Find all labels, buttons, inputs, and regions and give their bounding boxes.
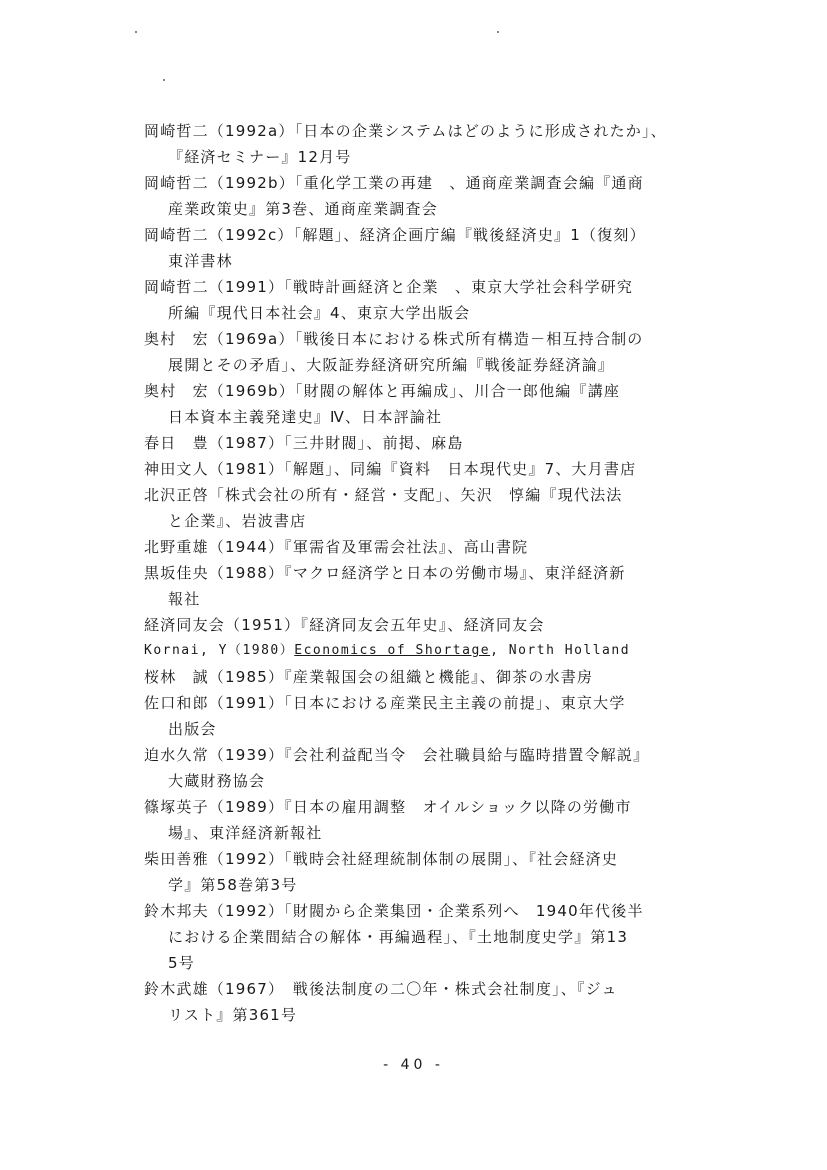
reference-continuation-line: と企業』、岩波書店 bbox=[168, 512, 307, 530]
reference-entry bbox=[144, 456, 704, 482]
scan-speck bbox=[135, 31, 137, 33]
reference-line: 経済同友会（1951）『経済同友会五年史』、経済同友会 bbox=[144, 616, 545, 634]
reference-continuation-line: 東洋書林 bbox=[168, 252, 233, 270]
reference-entry bbox=[144, 274, 704, 326]
reference-continuation-line: 日本資本主義発達史』Ⅳ、日本評論社 bbox=[168, 408, 443, 426]
reference-entry bbox=[144, 378, 704, 430]
reference-line: 篠塚英子（1989）『日本の雇用調整 オイルショック以降の労働市 bbox=[144, 798, 632, 816]
reference-line: Kornai, Y（1980）Economics of Shortage, North Holland bbox=[144, 643, 631, 658]
reference-line: 春日 豊（1987）「三井財閥」、前掲、麻島 bbox=[144, 434, 464, 452]
reference-line: 柴田善雅（1992）「戦時会社経理統制体制の展開」、『社会経済史 bbox=[144, 850, 619, 868]
reference-continuation-line: 出版会 bbox=[168, 720, 217, 738]
page-number: - 40 - bbox=[383, 1057, 444, 1073]
reference-continuation-line: における企業間結合の解体・再編過程」、『土地制度史学』第13 bbox=[168, 928, 629, 946]
reference-line: 奥村 宏（1969b）「財閥の解体と再編成」、川合一郎他編『講座 bbox=[144, 382, 621, 400]
reference-line: 桜林 誠（1985）『産業報国会の組織と機能』、御茶の水書房 bbox=[144, 668, 594, 686]
reference-continuation-line: 5号 bbox=[168, 954, 195, 972]
reference-continuation-line: リスト』第361号 bbox=[168, 1006, 298, 1024]
reference-continuation-line: 『経済セミナー』12月号 bbox=[168, 148, 352, 166]
reference-continuation-line: 学』第58巻第3号 bbox=[168, 876, 298, 894]
reference-entry bbox=[144, 430, 704, 456]
book-title: Economics of Shortage bbox=[294, 643, 491, 658]
reference-entry bbox=[144, 326, 704, 378]
reference-entry bbox=[144, 560, 704, 612]
reference-entry bbox=[144, 976, 704, 1028]
reference-entry bbox=[144, 534, 704, 560]
reference-line: 鈴木邦夫（1992）「財閥から企業集団・企業系列へ 1940年代後半 bbox=[144, 902, 644, 920]
reference-line: 北沢正啓「株式会社の所有・経営・支配」、矢沢 惇編『現代法法 bbox=[144, 486, 623, 504]
reference-continuation-line: 展開とその矛盾」、大阪証券経済研究所編『戦後証券経済論』 bbox=[168, 356, 615, 374]
reference-continuation-line: 所編『現代日本社会』4、東京大学出版会 bbox=[168, 304, 471, 322]
reference-entry bbox=[144, 664, 704, 690]
reference-entry bbox=[144, 118, 704, 170]
reference-entry bbox=[144, 846, 704, 898]
reference-line: 岡崎哲二（1992c）「解題」、経済企画庁編『戦後経済史』1（復刻） bbox=[144, 226, 646, 244]
scan-speck bbox=[497, 31, 499, 33]
reference-line: 鈴木武雄（1967） 戦後法制度の二〇年・株式会社制度」、『ジュ bbox=[144, 980, 618, 998]
reference-entry bbox=[144, 222, 704, 274]
scan-speck bbox=[163, 79, 165, 81]
reference-line: 岡崎哲二（1991）「戦時計画経済と企業 、東京大学社会科学研究 bbox=[144, 278, 634, 296]
reference-line: 岡崎哲二（1992b）「重化学工業の再建 、通商産業調査会編『通商 bbox=[144, 174, 644, 192]
reference-line: 佐口和郎（1991）「日本における産業民主主義の前提」、東京大学 bbox=[144, 694, 626, 712]
reference-entry bbox=[144, 742, 704, 794]
reference-continuation-line: 報社 bbox=[168, 590, 201, 608]
reference-continuation-line: 場』、東洋経済新報社 bbox=[168, 824, 323, 842]
reference-entry bbox=[144, 898, 704, 976]
reference-entry bbox=[144, 794, 704, 846]
reference-entry bbox=[144, 612, 704, 638]
reference-entry bbox=[144, 690, 704, 742]
reference-continuation-line: 産業政策史』第3巻、通商産業調査会 bbox=[168, 200, 438, 218]
reference-list bbox=[144, 118, 704, 1028]
reference-continuation-line: 大蔵財務協会 bbox=[168, 772, 266, 790]
reference-line: 岡崎哲二（1992a）「日本の企業システムはどのように形成されたか」、 bbox=[144, 122, 667, 140]
reference-line: 神田文人（1981）「解題」、同編『資料 日本現代史』7、大月書店 bbox=[144, 460, 637, 478]
reference-line: 迫水久常（1939）『会社利益配当令 会社職員給与臨時措置令解説』 bbox=[144, 746, 650, 764]
reference-line: 北野重雄（1944）『軍需省及軍需会社法』、高山書院 bbox=[144, 538, 529, 556]
reference-line: 奥村 宏（1969a）「戦後日本における株式所有構造－相互持合制の bbox=[144, 330, 644, 348]
reference-entry bbox=[144, 638, 704, 664]
reference-entry bbox=[144, 482, 704, 534]
reference-entry bbox=[144, 170, 704, 222]
reference-line: 黒坂佳央（1988）『マクロ経済学と日本の労働市場』、東洋経済新 bbox=[144, 564, 626, 582]
